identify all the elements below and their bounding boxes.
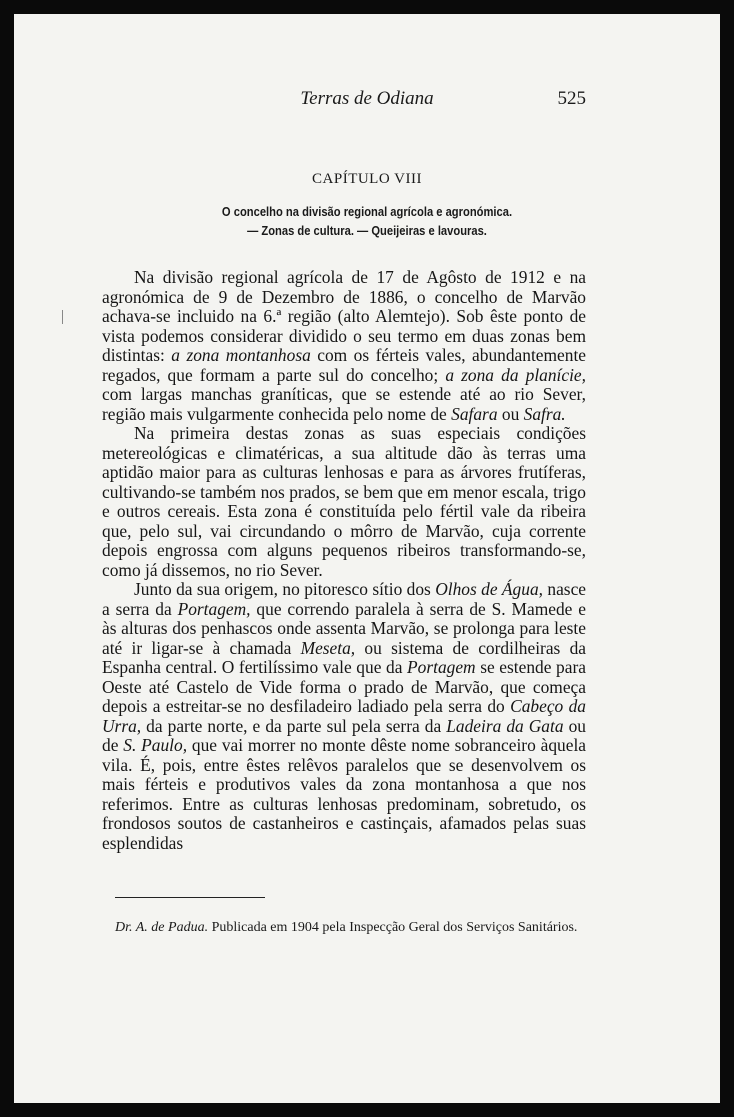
p1-text-b: com os férteis vales, abundantemente regados, que formam a parte sul do concelho; — [102, 345, 587, 385]
chapter-summary-line-1: O concelho na divisão regional agrícola e agronómica. — [221, 204, 513, 219]
p3-text-e: se estende para Oeste até Castelo de Vide forma o prado de Marvão, que começa depois a estreitar-se no desfiladeiro ladiado pela serra do — [102, 657, 586, 716]
p3-emphasis-2: Portagem, — [177, 598, 251, 619]
p3-emphasis-6: Ladeira da Gata — [446, 715, 564, 736]
p3-emphasis-7: S. Paulo, — [123, 735, 188, 755]
book-page — [14, 14, 720, 1103]
p1-emphasis-1: a zona montanhosa — [171, 345, 311, 365]
p1-text-c: com largas manchas graníticas, que se estende até ao rio Sever, região mais vulgarmente conhecida pelo nome de — [102, 384, 586, 424]
p3-text-g: ou de — [102, 715, 586, 755]
p3-emphasis-5: Cabeço da Urra, — [102, 696, 586, 736]
footnote-author: Dr. A. de Padua. — [115, 920, 209, 935]
p3-emphasis-1: Olhos de Água, — [435, 579, 543, 599]
p1-emphasis-2: a zona da planície, — [445, 364, 586, 385]
p1-text-a: Na divisão regional agrícola de 17 de Agôsto de 1912 e na agronómica de 9 de Dezembro de 1886, o concelho de Marvão achava-se incluido na 6.ª região (alto Alemtejo). Sob êste ponto de vista podemos considerar dividido o seu termo em duas zonas bem distintas: — [102, 267, 586, 365]
p1-emphasis-4: Safra. — [523, 403, 566, 424]
p3-text-h: que vai morrer no monte dêste nome sobranceiro àquela vila. É, pois, entre êstes relêvos paralelos que se desenvolvem os mais férteis e produtivos vales da zona montanhosa a que nos referimos. Entre as culturas lenhosas predominam, sobretudo, os frondosos soutos de castanheiros e castinçais, afamados pelas suas esplendidas — [102, 735, 587, 853]
body-text — [102, 268, 586, 853]
paragraph-1 — [102, 268, 586, 424]
chapter-summary-line-2: — Zonas de cultura. — Queijeiras e lavouras. — [247, 223, 487, 238]
running-title: Terras de Odiana — [300, 88, 434, 109]
footnote — [115, 919, 585, 936]
footnote-text: Publicada em 1904 pela Inspecção Geral dos Serviços Sanitários. — [208, 920, 578, 935]
footnote-rule — [115, 897, 265, 898]
p3-emphasis-3: Meseta, — [300, 637, 356, 658]
p3-text-a: Junto da sua origem, no pitoresco sítio dos — [134, 579, 436, 599]
p1-text-d: ou — [497, 403, 524, 424]
running-head — [14, 88, 720, 112]
chapter-heading: CAPÍTULO VIII — [312, 171, 422, 187]
margin-mark — [62, 310, 63, 324]
p3-text-b: nasce a serra da — [102, 579, 587, 619]
paragraph-3 — [102, 580, 586, 853]
paragraph-2: Na primeira destas zonas as suas especiais condições metereológicas e climatéricas, a sua altitude dão às terras uma aptidão maior para as culturas lenhosas e para as árvores frutíferas, cultivando-se também nos prados, se bem que em menor escala, trigo e outros cereais. Esta zona é constituída pelo fértil vale da ribeira que, pelo sul, vai circundando o môrro de Marvão, cuja corrente depois engrossa com alguns pequenos ribeiros transformando-se, como já dissemos, no rio Sever. — [102, 423, 586, 580]
p3-text-c: que correndo paralela à serra de S. Mamede e às alturas dos penhascos onde assenta Marvão, se prolonga para leste até ir ligar-se à chamada — [102, 598, 586, 658]
p1-emphasis-3: Safara — [451, 403, 498, 424]
p3-text-f: da parte norte, e da parte sul pela serra da — [141, 715, 447, 736]
p3-text-d: ou sistema de cordilheiras da Espanha central. O fertilíssimo vale que da — [102, 637, 586, 677]
chapter-summary — [63, 202, 670, 240]
page-number: 525 — [557, 88, 586, 109]
p3-emphasis-4: Portagem — [407, 657, 476, 677]
